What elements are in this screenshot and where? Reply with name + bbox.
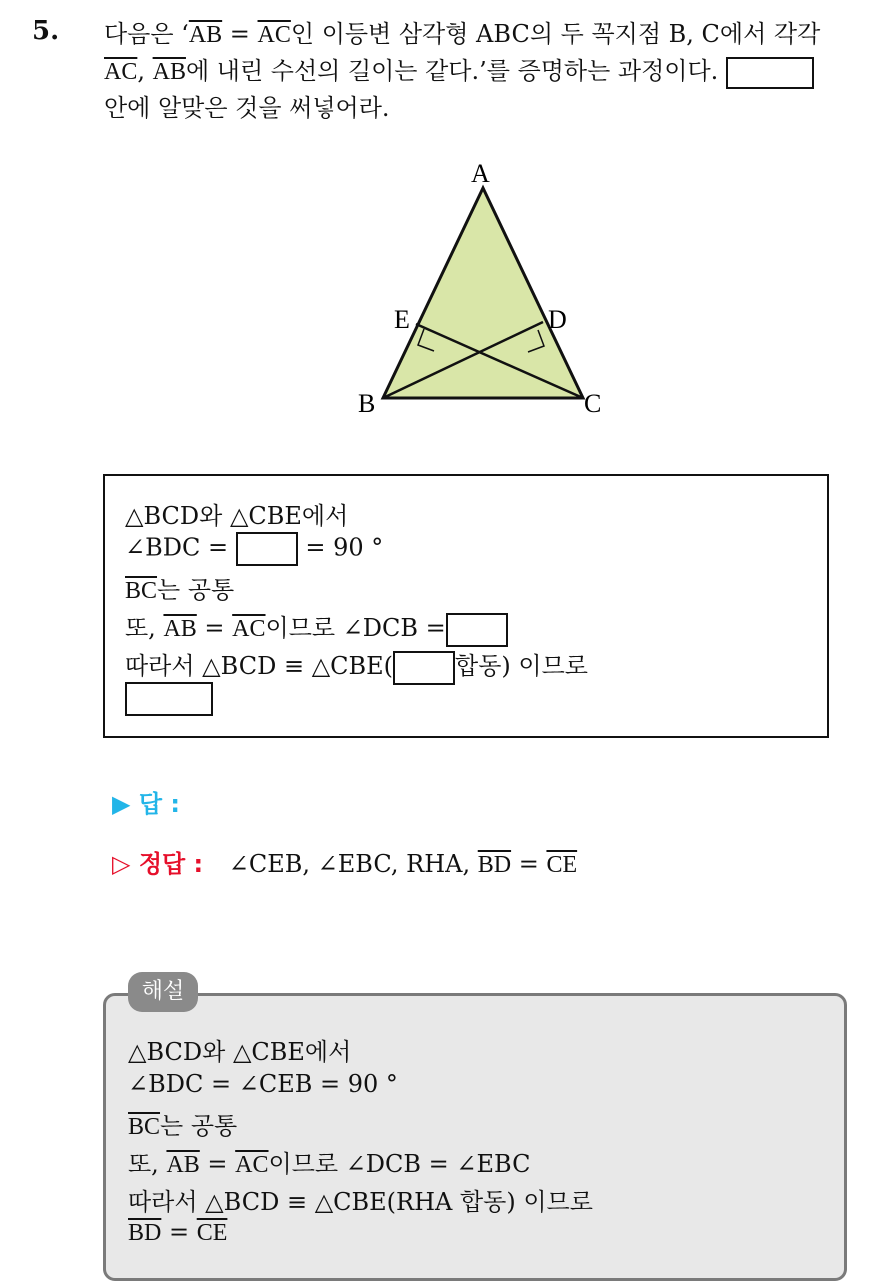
explanation-line-5: 따라서 △BCD ≡ △CBE(RHA 합동) 이므로 xyxy=(128,1188,593,1216)
proof-box xyxy=(103,474,829,738)
segment-bc: $\overline{BC}$ xyxy=(125,578,158,604)
equals-sign: = xyxy=(199,1150,236,1178)
correct-answer-row xyxy=(112,844,577,879)
explanation-text: 는 공통 xyxy=(160,1112,238,1140)
proof-text: ∠BDC = xyxy=(125,533,236,562)
correct-answer-label: ▷ 정답 : xyxy=(112,850,204,878)
segment-ab: $\overline{AB}$ xyxy=(166,1152,200,1178)
proof-text: = 90 ° xyxy=(297,533,384,562)
answer-label: ▶ 답 : xyxy=(112,790,180,818)
blank-box xyxy=(446,613,508,647)
segment-ce: $\overline{CE}$ xyxy=(196,1220,228,1246)
triangle-figure xyxy=(340,150,640,430)
label-c: C xyxy=(584,389,602,418)
segment-ab: $\overline{AB}$ xyxy=(152,59,186,85)
proof-line-3 xyxy=(125,570,234,605)
equals-sign: = xyxy=(222,20,258,48)
equals-sign: = xyxy=(196,614,233,642)
equals-sign: = xyxy=(511,850,547,878)
explanation-line-3 xyxy=(128,1106,237,1141)
blank-box xyxy=(393,651,455,685)
explanation-line-1: △BCD와 △CBE에서 xyxy=(128,1038,352,1066)
explanation-text: 또, xyxy=(128,1150,167,1178)
proof-text: 이므로 ∠DCB = xyxy=(265,614,446,642)
question-text-part: 에 내린 수선의 길이는 같다.’를 증명하는 과정이다. xyxy=(185,57,719,85)
correct-answer-value xyxy=(229,850,577,878)
answer-text: ∠CEB, ∠EBC, RHA, xyxy=(228,850,478,878)
blank-box xyxy=(236,532,298,566)
segment-ab: $\overline{AB}$ xyxy=(163,616,197,642)
question-line-1 xyxy=(104,16,864,53)
segment-ce: $\overline{CE}$ xyxy=(546,852,578,878)
segment-ab: $\overline{AB}$ xyxy=(188,22,223,48)
segment-bd: $\overline{BD}$ xyxy=(477,852,512,878)
explanation-box xyxy=(103,993,847,1281)
explanation-line-4 xyxy=(128,1144,531,1179)
comma: , xyxy=(137,57,153,85)
explanation-text: 이므로 ∠DCB = ∠EBC xyxy=(268,1150,531,1178)
proof-line-2 xyxy=(125,532,383,566)
explanation-line-2: ∠BDC = ∠CEB = 90 ° xyxy=(128,1070,398,1098)
question-line-3: 안에 알맞은 것을 써넣어라. xyxy=(104,94,390,122)
blank-box xyxy=(125,682,213,716)
label-a: A xyxy=(471,159,490,188)
question-number: 5. xyxy=(32,16,60,46)
segment-ac: $\overline{AC}$ xyxy=(104,59,138,85)
label-e: E xyxy=(394,305,410,334)
proof-line-6 xyxy=(125,682,213,716)
triangle-abc xyxy=(383,188,583,398)
segment-ac: $\overline{AC}$ xyxy=(235,1152,269,1178)
segment-bd: $\overline{BD}$ xyxy=(128,1220,162,1246)
segment-ac: $\overline{AC}$ xyxy=(257,22,291,48)
proof-line-1: △BCD와 △CBE에서 xyxy=(125,502,349,530)
explanation-line-6 xyxy=(128,1218,227,1247)
segment-bc: $\overline{BC}$ xyxy=(128,1114,161,1140)
question-text-part: 인 이등변 삼각형 ABC의 두 꼭지점 B, C에서 각각 xyxy=(290,20,821,48)
proof-text: 는 공통 xyxy=(157,576,235,604)
proof-line-4 xyxy=(125,608,508,647)
question-text-part: 다음은 ‘ xyxy=(104,20,189,48)
proof-text: 합동) 이므로 xyxy=(455,652,588,680)
proof-line-5 xyxy=(125,646,588,685)
equals-sign: = xyxy=(161,1218,197,1246)
proof-text: 따라서 △BCD ≡ △CBE( xyxy=(125,652,394,680)
proof-text: 또, xyxy=(125,614,164,642)
question-line-2 xyxy=(104,53,864,90)
label-d: D xyxy=(548,305,567,334)
explanation-tag: 해설 xyxy=(128,972,198,1012)
segment-ac: $\overline{AC}$ xyxy=(232,616,266,642)
blank-box xyxy=(726,57,814,89)
question-text xyxy=(104,16,864,126)
label-b: B xyxy=(358,389,376,418)
